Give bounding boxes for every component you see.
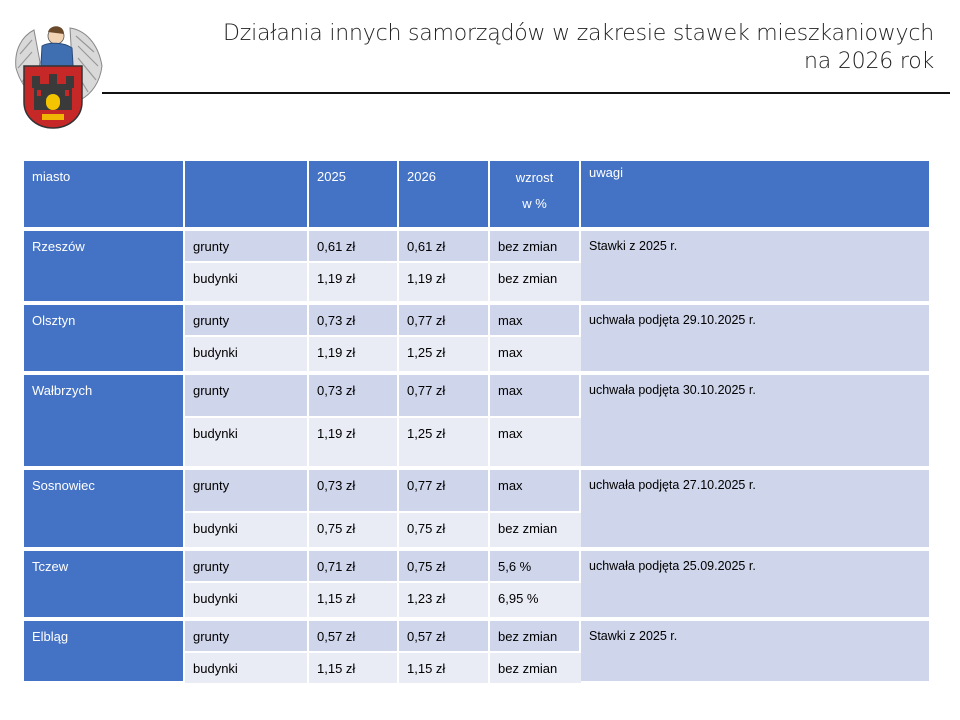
growth-cell: max	[490, 418, 581, 470]
type-cell: grunty	[185, 375, 309, 418]
growth-cell: 6,95 %	[490, 583, 581, 621]
value-2025-cell: 0,75 zł	[309, 513, 399, 551]
value-2025-cell: 0,73 zł	[309, 305, 399, 337]
title-line-1: Działania innych samorządów w zakresie stawek mieszkaniowych	[223, 21, 934, 46]
note-cell: Stawki z 2025 r.	[581, 621, 929, 685]
type-cell: budynki	[185, 583, 309, 621]
city-cell: Elbląg	[24, 621, 185, 685]
growth-cell: bez zmian	[490, 231, 581, 263]
header-notes: uwagi	[581, 161, 929, 231]
value-2026-cell: 0,75 zł	[399, 551, 490, 583]
type-cell: grunty	[185, 305, 309, 337]
table-row	[24, 621, 929, 653]
note-cell: Stawki z 2025 r.	[581, 231, 929, 305]
value-2026-cell: 1,25 zł	[399, 418, 490, 470]
growth-cell: max	[490, 375, 581, 418]
value-2026-cell: 0,77 zł	[399, 305, 490, 337]
table-row	[24, 551, 929, 583]
value-2026-cell: 0,57 zł	[399, 621, 490, 653]
value-2025-cell: 0,61 zł	[309, 231, 399, 263]
type-cell: grunty	[185, 621, 309, 653]
header-type	[185, 161, 309, 231]
growth-cell: 5,6 %	[490, 551, 581, 583]
growth-cell: max	[490, 305, 581, 337]
value-2026-cell: 1,25 zł	[399, 337, 490, 375]
header-city: miasto	[24, 161, 185, 231]
value-2026-cell: 1,19 zł	[399, 263, 490, 305]
value-2026-cell: 1,15 zł	[399, 653, 490, 685]
type-cell: budynki	[185, 263, 309, 305]
header-growth-line-2: w %	[522, 196, 547, 211]
header-2025: 2025	[309, 161, 399, 231]
title-line-2: na 2026 rok	[804, 49, 934, 74]
value-2026-cell: 0,75 zł	[399, 513, 490, 551]
growth-cell: bez zmian	[490, 263, 581, 305]
value-2025-cell: 1,19 zł	[309, 263, 399, 305]
value-2026-cell: 0,61 zł	[399, 231, 490, 263]
title-divider	[102, 92, 950, 94]
value-2025-cell: 0,71 zł	[309, 551, 399, 583]
value-2025-cell: 1,19 zł	[309, 418, 399, 470]
value-2025-cell: 1,19 zł	[309, 337, 399, 375]
header-growth	[490, 161, 581, 231]
table-row	[24, 305, 929, 337]
city-cell: Tczew	[24, 551, 185, 621]
rates-table	[24, 161, 929, 685]
type-cell: budynki	[185, 653, 309, 685]
header-growth-line-1: wzrost	[515, 170, 554, 185]
type-cell: grunty	[185, 551, 309, 583]
city-cell: Wałbrzych	[24, 375, 185, 470]
note-cell: uchwała podjęta 27.10.2025 r.	[581, 470, 929, 551]
page-title	[223, 20, 934, 76]
growth-cell: bez zmian	[490, 621, 581, 653]
growth-cell: max	[490, 470, 581, 513]
note-cell: uchwała podjęta 29.10.2025 r.	[581, 305, 929, 375]
value-2026-cell: 0,77 zł	[399, 470, 490, 513]
growth-cell: bez zmian	[490, 513, 581, 551]
table-row	[24, 470, 929, 513]
type-cell: budynki	[185, 418, 309, 470]
type-cell: budynki	[185, 513, 309, 551]
city-cell: Rzeszów	[24, 231, 185, 305]
growth-cell: bez zmian	[490, 653, 581, 685]
value-2026-cell: 0,77 zł	[399, 375, 490, 418]
value-2025-cell: 0,73 zł	[309, 470, 399, 513]
type-cell: grunty	[185, 231, 309, 263]
header-2026: 2026	[399, 161, 490, 231]
type-cell: grunty	[185, 470, 309, 513]
note-cell: uchwała podjęta 30.10.2025 r.	[581, 375, 929, 470]
value-2025-cell: 0,73 zł	[309, 375, 399, 418]
table-header-row	[24, 161, 929, 231]
value-2025-cell: 1,15 zł	[309, 653, 399, 685]
table-row	[24, 375, 929, 418]
value-2025-cell: 1,15 zł	[309, 583, 399, 621]
note-cell: uchwała podjęta 25.09.2025 r.	[581, 551, 929, 621]
value-2025-cell: 0,57 zł	[309, 621, 399, 653]
city-cell: Sosnowiec	[24, 470, 185, 551]
coat-of-arms-logo	[12, 22, 104, 130]
table-row	[24, 231, 929, 263]
type-cell: budynki	[185, 337, 309, 375]
growth-cell: max	[490, 337, 581, 375]
city-cell: Olsztyn	[24, 305, 185, 375]
value-2026-cell: 1,23 zł	[399, 583, 490, 621]
